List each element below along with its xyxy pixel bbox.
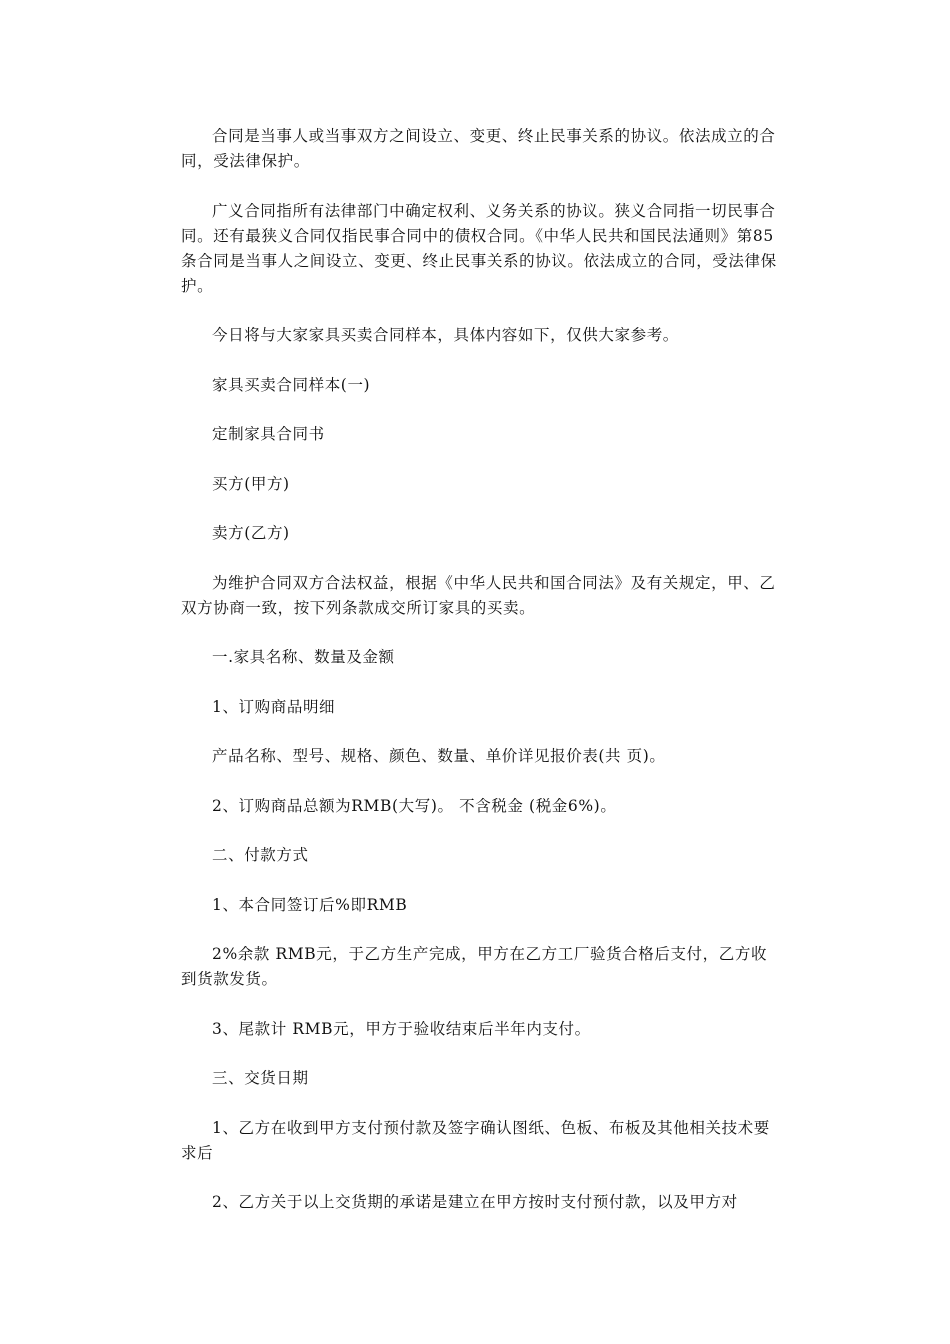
preamble-paragraph: 为维护合同双方合法权益，根据《中华人民共和国合同法》及有关规定，甲、乙双方协商一致，按下列条款成交所订家具的买卖。: [181, 573, 776, 617]
document-body: [181, 124, 781, 1240]
clause-item-order-total: 2、订购商品总额为RMB(大写)。 不含税金 (税金6%)。: [212, 796, 617, 815]
intro-paragraph-contract-definition: 合同是当事人或当事双方之间设立、变更、终止民事关系的协议。依法成立的合同，受法律保护。: [181, 127, 776, 170]
intro-paragraph-reference-note: 今日将与大家家具买卖合同样本，具体内容如下，仅供大家参考。: [212, 326, 679, 344]
intro-paragraph-contract-scope: 广义合同指所有法律部门中确定权利、义务关系的协议。狭义合同指一切民事合同。还有最狭义合同仅指民事合同中的债权合同。《中华人民共和国民法通则》第85条合同是当事人之间设立、变更、终止民事关系的协议。依法成立的合同，受法律保护。: [181, 201, 777, 295]
clause-item-delivery-condition: 1、乙方在收到甲方支付预付款及签字确认图纸、色板、布板及其他相关技术要求后: [181, 1118, 770, 1162]
section-title-sample-one: 家具买卖合同样本(一): [212, 375, 371, 394]
clause-heading-payment: 二、付款方式: [212, 846, 309, 864]
clause-item-final-payment: 3、尾款计 RMB元，甲方于验收结束后半年内支付。: [212, 1019, 591, 1038]
clause-item-deposit: 1、本合同签订后%即RMB: [212, 895, 408, 914]
clause-heading-delivery: 三、交货日期: [212, 1069, 309, 1087]
seller-line: 卖方(乙方): [212, 524, 290, 542]
clause-item-balance: 2%余款 RMB元，于乙方生产完成，甲方在乙方工厂验货合格后支付，乙方收到货款发货。: [181, 945, 768, 988]
buyer-line: 买方(甲方): [212, 474, 290, 493]
contract-title: 定制家具合同书: [212, 425, 325, 443]
clause-heading-furniture: 一.家具名称、数量及金额: [212, 648, 395, 666]
clause-item-product-specs: 产品名称、型号、规格、颜色、数量、单价详见报价表(共 页)。: [212, 747, 666, 765]
clause-item-order-details: 1、订购商品明细: [212, 697, 336, 716]
clause-item-delivery-commitment: 2、乙方关于以上交货期的承诺是建立在甲方按时支付预付款，以及甲方对: [212, 1193, 738, 1211]
